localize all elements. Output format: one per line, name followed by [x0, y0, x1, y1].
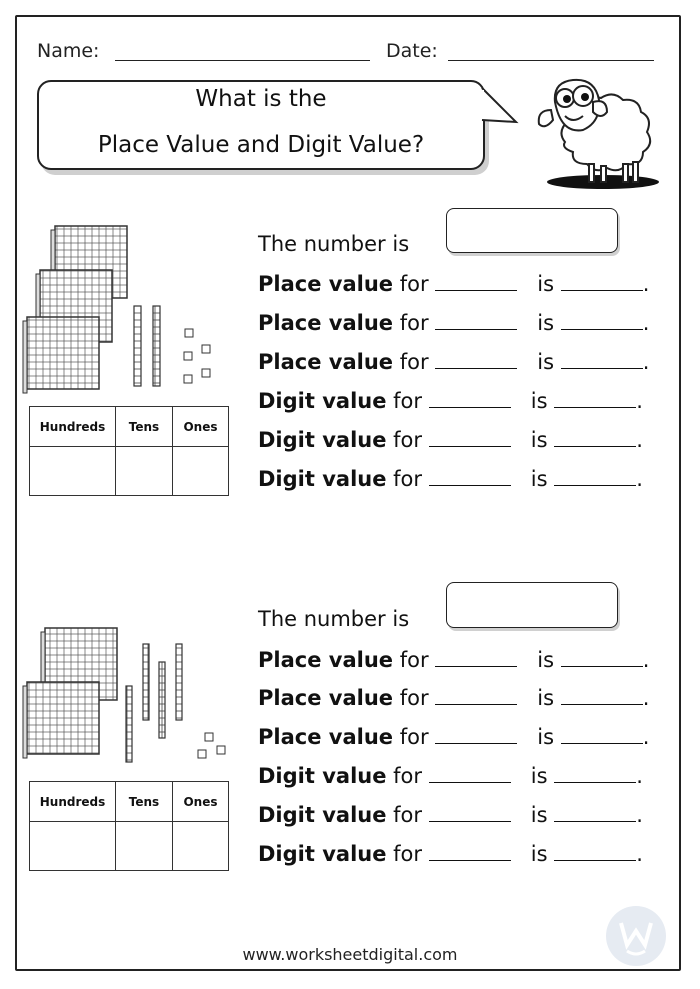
question-kind: Place value: [258, 350, 394, 374]
question-row: Digit value for is .: [258, 764, 643, 788]
is-label: is: [530, 764, 548, 788]
table-header-ones: Ones: [173, 782, 229, 822]
question-kind: Digit value: [258, 803, 387, 827]
table-header-tens: Tens: [116, 782, 173, 822]
hundred-flat: [23, 317, 99, 393]
for-label: for: [399, 725, 429, 749]
answer-blank[interactable]: [429, 467, 511, 486]
is-label: is: [537, 272, 555, 296]
number-label: The number is: [258, 232, 410, 256]
is-label: is: [530, 803, 548, 827]
question-row: Digit value for is .: [258, 842, 643, 866]
question-kind: Digit value: [258, 764, 387, 788]
answer-blank[interactable]: [554, 389, 636, 408]
question-row: Place value for is .: [258, 311, 650, 335]
one-cube: [198, 750, 206, 758]
answer-blank[interactable]: [429, 389, 511, 408]
is-label: is: [537, 725, 555, 749]
answer-blank[interactable]: [561, 686, 643, 705]
for-label: for: [393, 842, 423, 866]
number-answer-box[interactable]: [446, 208, 618, 253]
is-label: is: [537, 686, 555, 710]
answer-blank[interactable]: [554, 467, 636, 486]
for-label: for: [393, 428, 423, 452]
question-kind: Digit value: [258, 842, 387, 866]
question-row: Digit value for is .: [258, 803, 643, 827]
for-label: for: [399, 350, 429, 374]
one-cube: [217, 746, 225, 754]
for-label: for: [399, 686, 429, 710]
answer-blank[interactable]: [554, 428, 636, 447]
answer-blank[interactable]: [429, 842, 511, 861]
question-row: Place value for is .: [258, 725, 650, 749]
table-header-hundreds: Hundreds: [30, 782, 116, 822]
answer-blank[interactable]: [435, 686, 517, 705]
bubble-tail: [480, 82, 525, 132]
number-answer-box[interactable]: [446, 582, 618, 628]
table-header-ones: Ones: [173, 407, 229, 447]
ten-rod: [134, 306, 141, 386]
name-label: Name:: [37, 40, 100, 62]
one-cube: [205, 733, 213, 741]
question-kind: Place value: [258, 648, 394, 672]
is-label: is: [530, 842, 548, 866]
answer-blank[interactable]: [561, 272, 643, 291]
is-label: is: [537, 648, 555, 672]
is-label: is: [530, 389, 548, 413]
question-row: Place value for is .: [258, 648, 650, 672]
hundreds-answer-cell[interactable]: [30, 822, 116, 871]
question-kind: Place value: [258, 725, 394, 749]
answer-blank[interactable]: [561, 311, 643, 330]
question-row: Place value for is .: [258, 272, 650, 296]
number-label: The number is: [258, 607, 410, 631]
is-label: is: [537, 350, 555, 374]
is-label: is: [530, 467, 548, 491]
one-cube: [202, 345, 210, 353]
ten-rod: [143, 644, 149, 720]
for-label: for: [399, 648, 429, 672]
base-ten-blocks-2: [22, 620, 232, 770]
answer-blank[interactable]: [561, 648, 643, 667]
for-label: for: [393, 803, 423, 827]
sheep-mascot-icon: [535, 72, 665, 197]
answer-blank[interactable]: [435, 648, 517, 667]
question-kind: Digit value: [258, 467, 387, 491]
answer-blank[interactable]: [429, 764, 511, 783]
answer-blank[interactable]: [435, 311, 517, 330]
question-row: Digit value for is .: [258, 389, 643, 413]
for-label: for: [399, 272, 429, 296]
answer-blank[interactable]: [429, 428, 511, 447]
one-cube: [185, 329, 193, 337]
table-header-tens: Tens: [116, 407, 173, 447]
answer-blank[interactable]: [554, 842, 636, 861]
base-ten-blocks-1: [22, 222, 232, 397]
one-cube: [202, 369, 210, 377]
question-row: Digit value for is .: [258, 467, 643, 491]
answer-blank[interactable]: [554, 803, 636, 822]
date-field-line[interactable]: [448, 60, 654, 61]
tens-answer-cell[interactable]: [116, 447, 173, 496]
question-kind: Digit value: [258, 428, 387, 452]
for-label: for: [393, 764, 423, 788]
is-label: is: [530, 428, 548, 452]
question-kind: Place value: [258, 311, 394, 335]
answer-blank[interactable]: [561, 350, 643, 369]
question-row: Place value for is .: [258, 350, 650, 374]
footer-url[interactable]: www.worksheetdigital.com: [242, 945, 458, 964]
ten-rod: [126, 686, 132, 762]
answer-blank[interactable]: [554, 764, 636, 783]
hundreds-answer-cell[interactable]: [30, 447, 116, 496]
ten-rod: [159, 662, 165, 738]
question-row: Digit value for is .: [258, 428, 643, 452]
answer-blank[interactable]: [429, 803, 511, 822]
title-line-1: What is the: [195, 86, 327, 112]
question-kind: Place value: [258, 686, 394, 710]
title-line-2: Place Value and Digit Value?: [97, 132, 425, 158]
place-value-table-1: [29, 406, 229, 496]
for-label: for: [393, 389, 423, 413]
ten-rod: [176, 644, 182, 720]
ones-answer-cell[interactable]: [173, 447, 229, 496]
question-kind: Digit value: [258, 389, 387, 413]
answer-blank[interactable]: [435, 272, 517, 291]
answer-blank[interactable]: [435, 350, 517, 369]
place-value-table-2: [29, 781, 229, 871]
one-cube: [184, 375, 192, 383]
hundred-flat: [23, 682, 99, 758]
for-label: for: [393, 467, 423, 491]
ten-rod: [153, 306, 160, 386]
is-label: is: [537, 311, 555, 335]
one-cube: [184, 352, 192, 360]
for-label: for: [399, 311, 429, 335]
answer-blank[interactable]: [561, 725, 643, 744]
answer-blank[interactable]: [435, 725, 517, 744]
ones-answer-cell[interactable]: [173, 822, 229, 871]
date-label: Date:: [386, 40, 438, 62]
name-field-line[interactable]: [115, 60, 370, 61]
tens-answer-cell[interactable]: [116, 822, 173, 871]
question-row: Place value for is .: [258, 686, 650, 710]
question-kind: Place value: [258, 272, 394, 296]
table-header-hundreds: Hundreds: [30, 407, 116, 447]
